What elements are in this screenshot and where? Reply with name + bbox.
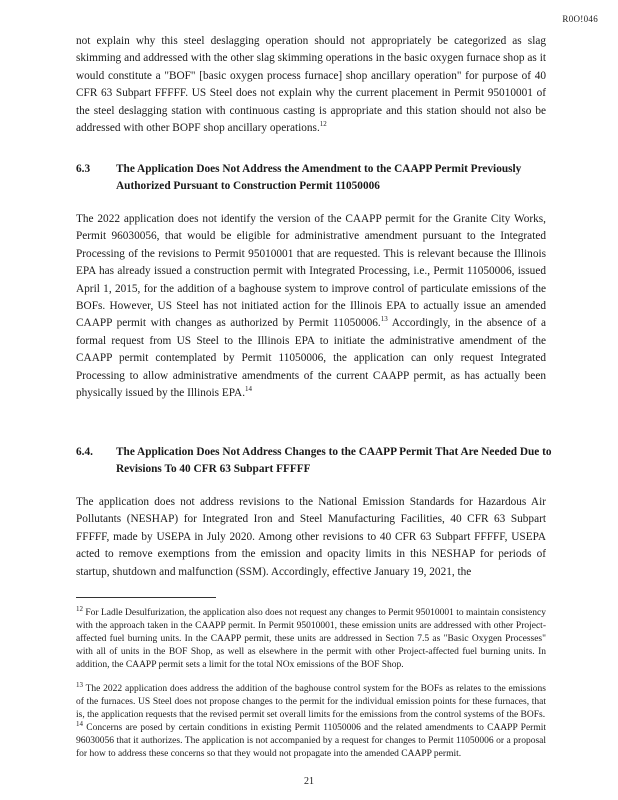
footnote-divider (76, 597, 216, 598)
footnote-ref-14: 14 (245, 385, 253, 394)
footnote-number: 14 (76, 719, 83, 728)
document-id: R0O!046 (562, 14, 598, 24)
section-number: 6.3 (76, 163, 91, 175)
footnote-ref-13: 13 (380, 315, 388, 324)
section-title: The Application Does Not Address Changes to the CAAPP Permit That Are Needed Due to Revisions To 40 CFR 63 Subpart FFFFF (116, 446, 552, 476)
footnote-ref-12: 12 (319, 120, 327, 129)
footnote-text: For Ladle Desulfurization, the application also does not request any changes to Permit 95010001 to maintain consistency with the approach taken in the CAAPP permit. In Permit 95010001, these emission units are addressed with other Project-affected fuel burning units. In the CAAPP permit, these units are addressed in Section 7.5 as "Basic Oxygen Processes" with all of units in the BOF Shop, as well as elsewhere in the permit with other Project-affected fuel burning units. In addition, the CAAPP permit sets a limit for the total NOx emissions of the BOF Shop. (76, 608, 546, 670)
footnote-number: 13 (76, 680, 83, 689)
paragraph-1 (76, 33, 546, 137)
footnote-12 (76, 604, 546, 672)
footnote-text: The 2022 application does address the addition of the baghouse control system for the BOFs as relates to the emissions of the furnaces. US Steel does not propose changes to the permit for the individual emission points for these furnaces, that is, the application requests that the revised permit set overall limits for the emissions from the control systems of the BOFs. (76, 684, 546, 720)
footnote-text: Concerns are posed by certain conditions in existing Permit 11050006 and the related amendments to CAAPP Permit 96030056 that it authorizes. The application is not accompanied by a request for changes to Permit 11050006 or a proposal for how to address these concerns so that they would not propagate into the amended CAAPP permit. (76, 723, 547, 759)
section-number: 6.4. (76, 446, 93, 458)
paragraph-3-text: The application does not address revisions to the National Emission Standards for Hazardous Air Pollutants (NESHAP) for Integrated Iron and Steel Manufacturing Facilities, 40 CFR 63 Subpart FFFFF, made by USEPA in July 2020. Among other revisions to 40 CFR 63 Subpart FFFFF, USEPA acted to remove exemptions from the emission and opacity limits in this NESHAP for periods of startup, shutdown and malfunction (SSM). Accordingly, effective January 19, 2021, the (76, 496, 546, 578)
paragraph-2-text-b: Accordingly, in the absence of a formal request from US Steel to the Illinois EPA to initiate the administrative amendment of the CAAPP permit contemplated by Permit 11050006, the application can only request Integrated Processing to allow administrative amendments of the current CAAPP permit, as has actually been physically issued by the Illinois EPA. (76, 317, 546, 400)
footnote-number: 12 (76, 604, 83, 613)
section-heading-6-3 (76, 161, 556, 196)
page-number: 21 (304, 776, 314, 787)
paragraph-1-text: not explain why this steel deslagging operation should not appropriately be categorized as slag skimming and addressed with the other slag skimming operations in the basic oxygen furnace shop as it would constitute a "BOF" [basic oxygen process furnace] shop ancillary operation" for purpose of 40 CFR 63 Subpart FFFFF. US Steel does not explain why the current placement in Permit 95010001 of the steel deslagging station with continuous casting is appropriate and this station should not also be addressed with other BOPF shop ancillary operations. (76, 35, 546, 135)
section-title: The Application Does Not Address the Amendment to the CAAPP Permit Previously Authorized Pursuant to Construction Permit 11050006 (116, 163, 522, 193)
paragraph-3 (76, 494, 546, 581)
paragraph-2 (76, 211, 546, 402)
paragraph-2-text-a: The 2022 application does not identify the version of the CAAPP permit for the Granite City Works, Permit 96030056, that would be eligible for administrative amendment pursuant to the Integrated Processing of the revisions to Permit 95010001 that are requested. This is relevant because the Illinois EPA has already issued a construction permit with Integrated Processing, i.e., Permit 11050006, issued April 1, 2015, for the addition of a baghouse system to improve control of particulate emissions of the BOFs. However, US Steel has not initiated action for the Illinois EPA to actually issue an amended CAAPP permit with changes as authorized by Permit 11050006. (76, 213, 546, 330)
footnote-13 (76, 680, 546, 722)
section-heading-6-4 (76, 444, 556, 479)
footnote-14 (76, 719, 547, 761)
